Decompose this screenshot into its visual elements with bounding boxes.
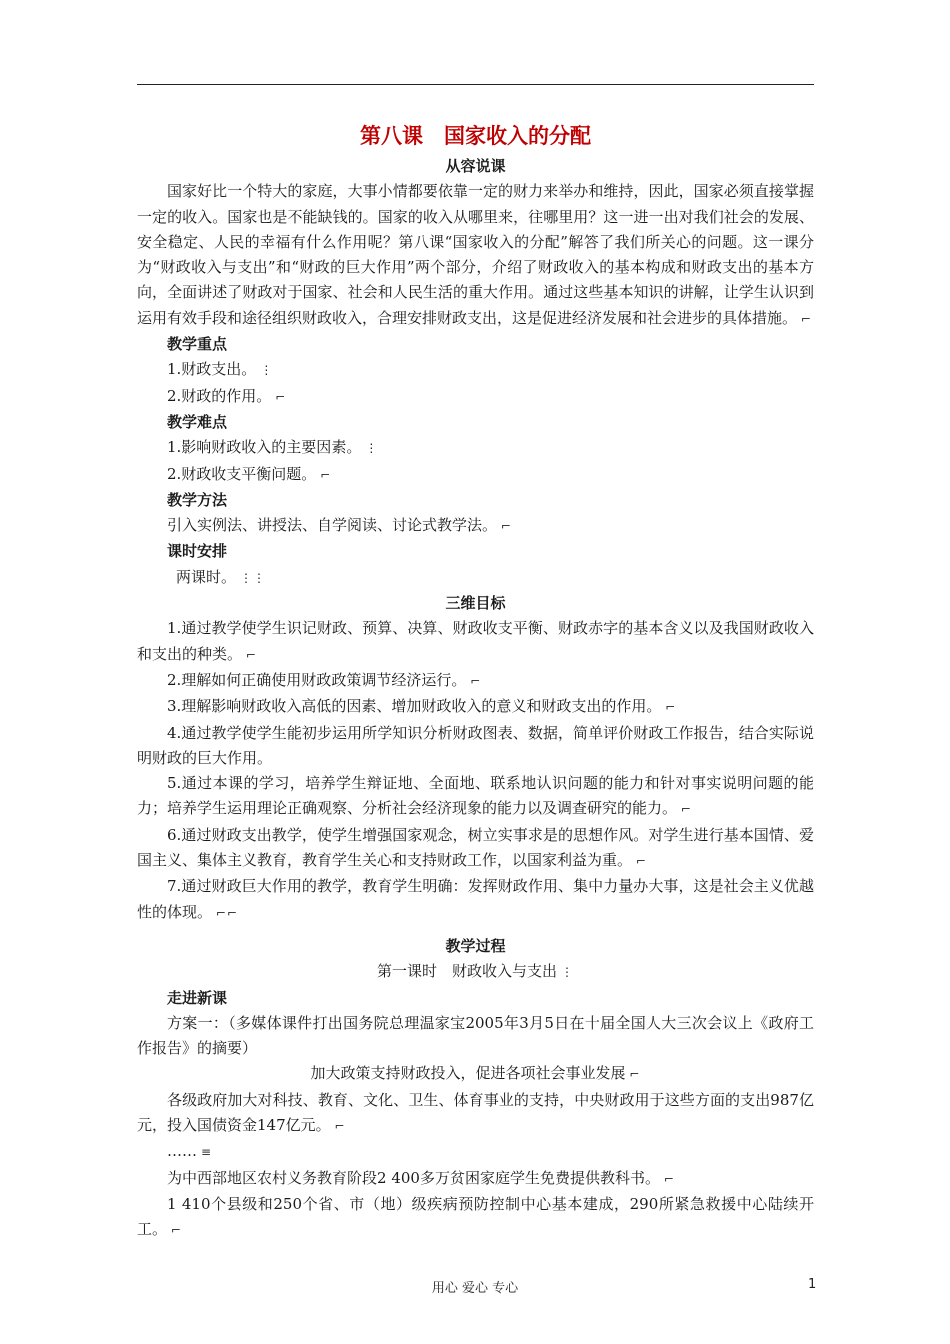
quote-title: 加大政策支持财政投入，促进各项社会事业发展 ⌐: [310, 1064, 641, 1083]
quote-paragraph: 为中西部地区农村义务教育阶段2 400多万贫困家庭学生免费提供教科书。 ⌐: [167, 1168, 676, 1187]
objective-item: 3.理解影响财政收入高低的因素、增加财政收入的意义和财政支出的作用。 ⌐: [167, 697, 677, 716]
difficulty-item: 1.影响财政收入的主要因素。 ⋮: [167, 438, 379, 457]
objectives-heading: 三维目标: [445, 594, 506, 613]
intro-paragraph: 国家好比一个特大的家庭，大事小情都要依靠一定的财力来举办和维持，因此，国家必须直接掌握一定的收入。国家也是不能缺钱的。国家的收入从哪里来，往哪里用？这一进一出对我们社会的发展、安全稳定、人民的幸福有什么作用呢？第八课“国家收入的分配”解答了我们所关心的问题。这一课分为“财政收入与支出”和“财政的巨大作用”两个部分，介绍了财政收入的基本构成和财政支出的基本方向，全面讲述了财政对于国家、社会和人民生活的重大作用。通过这些基本知识的讲解，让学生认识到运用有效手段和途径组织财政收入，合理安排财政支出，这是促进经济发展和社会进步的具体措施。 ⌐: [137, 182, 814, 327]
quote-ellipsis: …… ≡: [167, 1142, 213, 1161]
difficulty-item: 2.财政收支平衡问题。 ⌐: [167, 464, 332, 483]
process-heading: 教学过程: [445, 936, 506, 955]
quote-paragraph: 各级政府加大对科技、教育、文化、卫生、体育事业的支持，中央财政用于这些方面的支出987亿元，投入国债资金147亿元。 ⌐: [137, 1090, 814, 1134]
key-point-item: 2.财政的作用。 ⌐: [167, 386, 287, 405]
lesson1-title: 第一课时 财政收入与支出 ⋮: [376, 962, 574, 981]
objective-item: 4.通过教学使学生能初步运用所学知识分析财政图表、数据，简单评价财政工作报告，结合实际说明财政的巨大作用。: [137, 723, 814, 767]
key-points-heading: 教学重点: [167, 335, 228, 354]
objective-item: 7.通过财政巨大作用的教学，教育学生明确：发挥财政作用、集中力量办大事，这是社会主义优越性的体现。 ⌐⌐: [137, 877, 814, 921]
methods-text: 引入实例法、讲授法、自学阅读、讨论式教学法。 ⌐: [167, 516, 513, 535]
header-rule: [137, 84, 814, 85]
objective-item: 5.通过本课的学习，培养学生辩证地、全面地、联系地认识问题的能力和针对事实说明问题的能力；培养学生运用理论正确观察、分析社会经济现象的能力以及调查研究的能力。 ⌐: [137, 774, 814, 818]
objective-item: 1.通过教学使学生识记财政、预算、决算、财政收支平衡、财政赤字的基本含义以及我国财政收入和支出的种类。 ⌐: [137, 619, 814, 663]
key-point-item: 1.财政支出。 ⋮: [167, 360, 274, 379]
page-number: 1: [808, 1277, 817, 1292]
section-subtitle: 从容说课: [445, 157, 506, 175]
plan1-paragraph: 方案一：（多媒体课件打出国务院总理温家宝2005年3月5日在十届全国人大三次会议上《政府工作报告》的摘要）: [137, 1013, 814, 1058]
methods-heading: 教学方法: [167, 490, 228, 509]
footer-slogan: 用心 爱心 专心: [431, 1281, 519, 1296]
difficulties-heading: 教学难点: [167, 412, 228, 431]
schedule-heading: 课时安排: [167, 542, 228, 561]
document-body: [137, 118, 814, 1243]
schedule-text: 两课时。 ⋮⋮: [176, 567, 267, 586]
quote-paragraph: 1 410个县级和250个省、市（地）级疾病预防控制中心基本建成，290所紧急救援中心陆续开工。 ⌐: [137, 1194, 814, 1239]
new-lesson-heading: 走进新课: [167, 988, 228, 1007]
lesson-title: 第八课 国家收入的分配: [360, 123, 591, 148]
objective-item: 6.通过财政支出教学，使学生增强国家观念，树立实事求是的思想作风。对学生进行基本国情、爱国主义、集体主义教育，教育学生关心和支持财政工作，以国家利益为重。 ⌐: [137, 825, 814, 870]
objective-item: 2.理解如何正确使用财政政策调节经济运行。 ⌐: [167, 670, 482, 689]
